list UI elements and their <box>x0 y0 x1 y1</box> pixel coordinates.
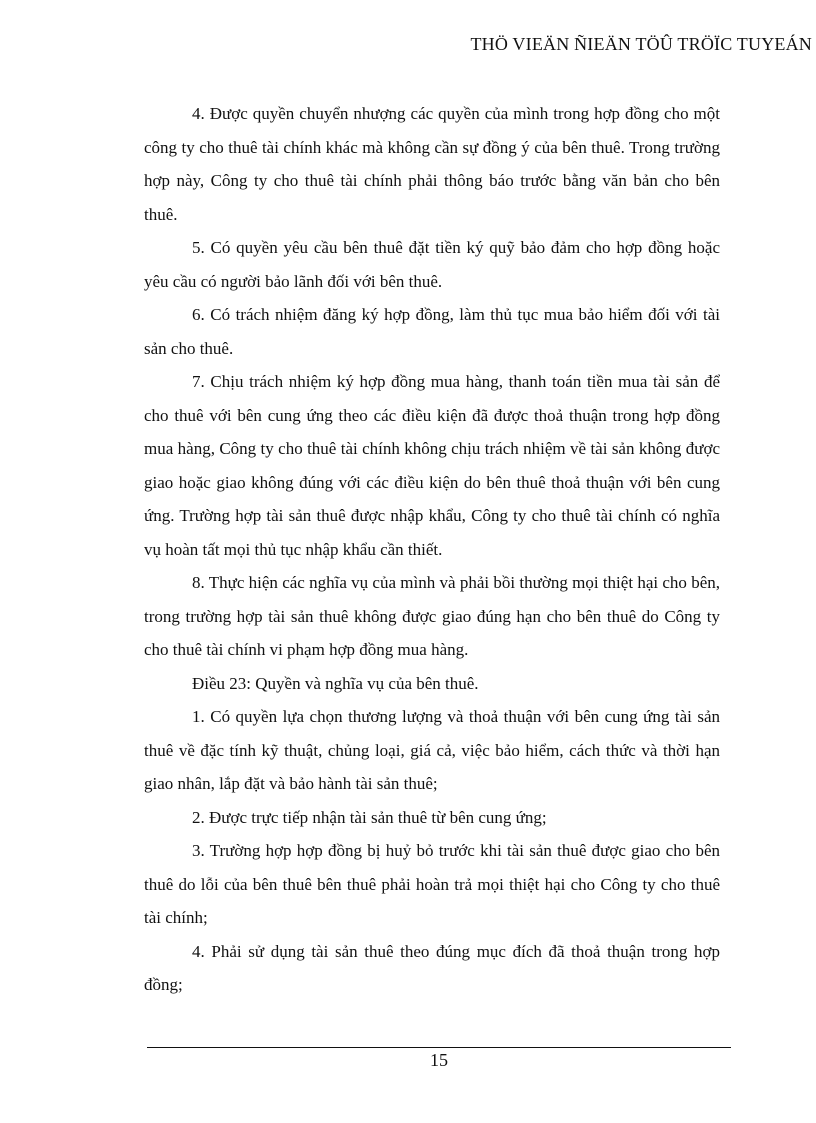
paragraph-right-1: 1. Có quyền lựa chọn thương lượng và thoả thuận với bên cung ứng tài sản thuê về đặc tính kỹ thuật, chủng loại, giá cả, việc bảo hiểm, cách thức và thời hạn giao nhân, lắp đặt và bảo hành tài sản thuê; <box>144 707 720 793</box>
document-body <box>144 97 720 1002</box>
article-heading: Điều 23: Quyền và nghĩa vụ của bên thuê. <box>192 673 479 693</box>
running-header: THÖ VIEÄN ÑIEÄN TÖÛ TRÖÏC TUYEÁN <box>470 34 812 54</box>
paragraph-item-6: 6. Có trách nhiệm đăng ký hợp đồng, làm thủ tục mua bảo hiểm đối với tài sản cho thuê. <box>144 305 720 358</box>
footer-divider <box>147 1047 731 1048</box>
paragraph-right-2: 2. Được trực tiếp nhận tài sản thuê từ bên cung ứng; <box>192 807 547 827</box>
paragraph-item-8: 8. Thực hiện các nghĩa vụ của mình và phải bồi thường mọi thiệt hại cho bên, trong trường hợp tài sản thuê không được giao đúng hạn cho bên thuê do Công ty cho thuê tài chính vi phạm hợp đồng mua hàng. <box>144 573 720 659</box>
paragraph-right-3: 3. Trường hợp hợp đồng bị huỷ bỏ trước khi tài sản thuê được giao cho bên thuê do lỗi của bên thuê bên thuê phải hoàn trả mọi thiệt hại cho Công ty cho thuê tài chính; <box>144 841 720 927</box>
paragraph-right-4: 4. Phải sử dụng tài sản thuê theo đúng mục đích đã thoả thuận trong hợp đồng; <box>144 941 720 994</box>
paragraph-item-7: 7. Chịu trách nhiệm ký hợp đồng mua hàng, thanh toán tiền mua tài sản để cho thuê với bên cung ứng theo các điều kiện đã được thoả thuận trong hợp đồng mua hàng, Công ty cho thuê tài chính không chịu trách nhiệm về tài sản không được giao hoặc giao không đúng với các điều kiện do bên thuê thoả thuận với bên cung ứng. Trường hợp tài sản thuê được nhập khẩu, Công ty cho thuê tài chính có nghĩa vụ hoàn tất mọi thủ tục nhập khẩu cần thiết. <box>144 372 720 559</box>
paragraph-item-5: 5. Có quyền yêu cầu bên thuê đặt tiền ký quỹ bảo đảm cho hợp đồng hoặc yêu cầu có người bảo lãnh đối với bên thuê. <box>144 238 720 291</box>
paragraph-item-4: 4. Được quyền chuyển nhượng các quyền của mình trong hợp đồng cho một công ty cho thuê tài chính khác mà không cần sự đồng ý của bên thuê. Trong trường hợp này, Công ty cho thuê tài chính phải thông báo trước bằng văn bản cho bên thuê. <box>144 104 720 224</box>
page-number: 15 <box>430 1050 448 1070</box>
